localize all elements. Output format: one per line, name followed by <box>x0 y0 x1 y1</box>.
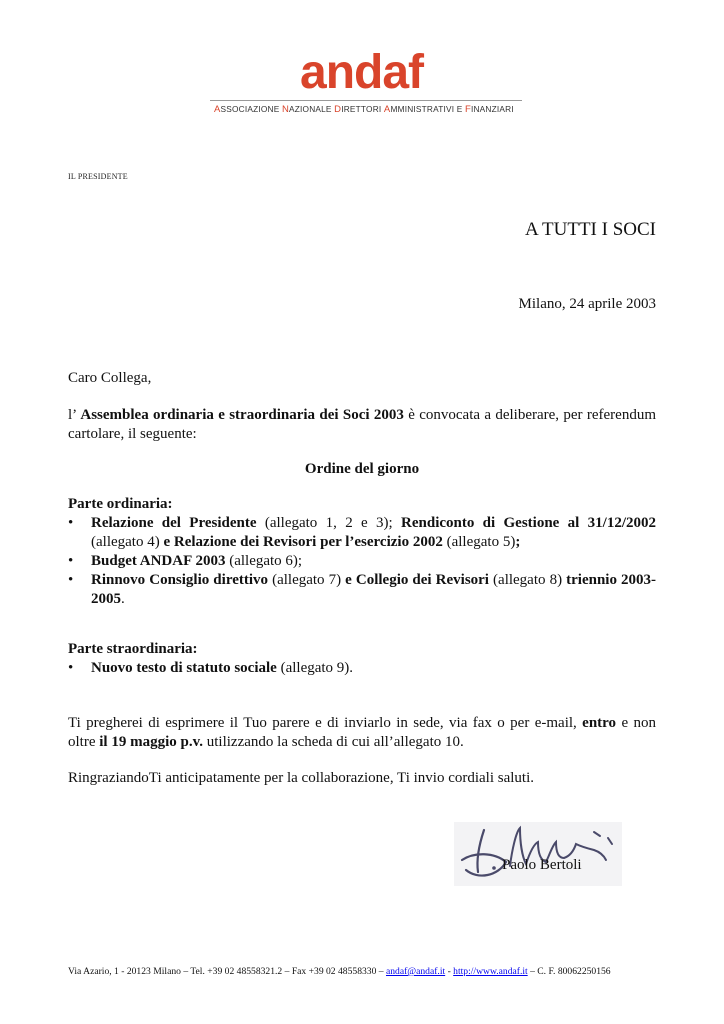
sender-role: IL PRESIDENTE <box>68 172 128 181</box>
signatory-name: Paolo Bertoli <box>502 857 582 873</box>
extraordinary-list <box>68 659 656 678</box>
list-item: • Rinnovo Consiglio direttivo (allegato 7) e Collegio dei Revisori (allegato 8) triennio 2003-2005. <box>68 572 657 607</box>
letter-date: Milano, 24 aprile 2003 <box>518 296 656 312</box>
footer-contact: Via Azario, 1 - 20123 Milano – Tel. +39 02 48558321.2 – Fax +39 02 48558330 – andaf@andaf.it - http://www.andaf.it – C. F. 80062250156 <box>68 966 611 977</box>
logo-divider <box>210 100 522 101</box>
andaf-wordmark <box>300 48 430 96</box>
greeting: Caro Collega, <box>68 370 152 386</box>
list-item: • Budget ANDAF 2003 (allegato 6); <box>68 553 303 569</box>
closing-paragraph: RingraziandoTi anticipatamente per la collaborazione, Ti invio cordiali saluti. <box>68 770 535 786</box>
addressee: A TUTTI I SOCI <box>524 219 656 240</box>
list-item: • Nuovo testo di statuto sociale (allegato 9). <box>68 660 354 676</box>
handwritten-signature <box>454 822 622 886</box>
ordinary-list <box>68 514 656 609</box>
list-item: • Relazione del Presidente (allegato 1, 2 e 3); Rendiconto di Gestione al 31/12/2002 (allegato 4) e Relazione dei Revisori per l’esercizio 2002 (allegato 5); <box>68 515 656 550</box>
signature-scribble <box>454 822 622 886</box>
svg-text:andaf: andaf <box>300 48 424 96</box>
intro-paragraph: l’ Assemblea ordinaria e straordinaria dei Soci 2003 è convocata a deliberare, per referendum cartolare, il seguente: <box>68 407 656 442</box>
extraordinary-title: Parte straordinaria: <box>68 641 198 657</box>
request-paragraph: Ti pregherei di esprimere il Tuo parere e di inviarlo in sede, via fax o per e-mail, entro e non oltre il 19 maggio p.v. utilizzando la scheda di cui all’allegato 10. <box>68 715 656 750</box>
footer-website-link[interactable]: http://www.andaf.it <box>453 966 528 977</box>
association-name: ASSOCIAZIONE NAZIONALE DIRETTORI AMMINISTRATIVI E FINANZIARI <box>214 104 514 115</box>
agenda-title: Ordine del giorno <box>304 461 420 477</box>
ordinary-title: Parte ordinaria: <box>68 496 173 512</box>
footer-email-link[interactable]: andaf@andaf.it <box>385 966 446 977</box>
andaf-logo <box>200 48 524 118</box>
